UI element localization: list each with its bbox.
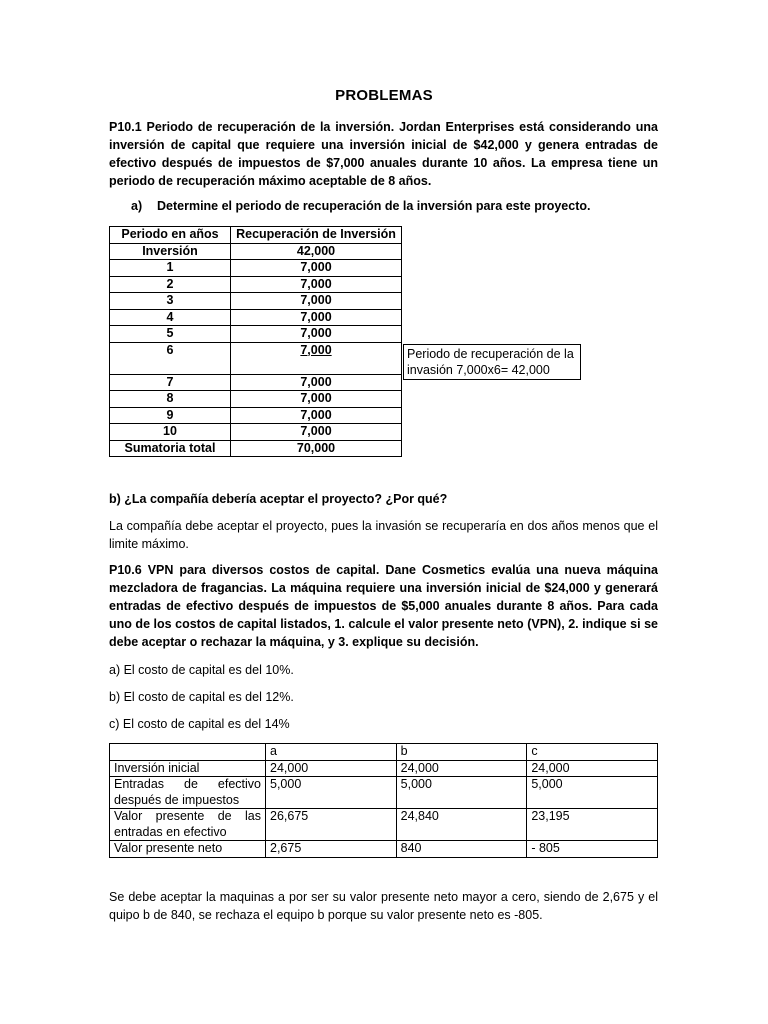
page-title: PROBLEMAS [335, 87, 433, 104]
table-cell: 5,000 [266, 777, 397, 809]
question-b-text: b) ¿La compañía debería aceptar el proyecto? ¿Por qué? [109, 492, 448, 506]
table-row [110, 809, 658, 841]
table-cell: 5,000 [396, 777, 527, 809]
table-cell: 26,675 [266, 809, 397, 841]
table-cell: 7,000 [231, 326, 402, 343]
table-cell: 7,000 [231, 407, 402, 424]
table-cell: 1 [110, 260, 231, 277]
problem-p10-1 [109, 118, 658, 190]
table-cell: Inversión [110, 243, 231, 260]
table-header-cell [110, 744, 266, 761]
conclusion: Se debe aceptar la maquinas a por ser su valor presente neto mayor a cero, siendo de 2,675 y el quipo b de 840, se rechaza el equipo b porque su valor presente neto es -805. [109, 890, 658, 922]
table-cell: 24,000 [396, 760, 527, 777]
table-cell: 24,840 [396, 809, 527, 841]
table-row [110, 440, 402, 457]
table-cell: 7,000 [231, 424, 402, 441]
table-cell: Valor presente neto [110, 841, 266, 858]
case-b: b) El costo de capital es del 12%. [109, 690, 294, 704]
table-cell: 70,000 [231, 440, 402, 457]
table-cell: Inversión inicial [110, 760, 266, 777]
problem-p10-1-text: P10.1 Periodo de recuperación de la inversión. Jordan Enterprises está considerando una inversión de capital que requiere una inversión inicial de $42,000 y genera entradas de efectivo después de impuestos de $7,000 anuales durante 10 años. La empresa tiene un periodo de recuperación máximo aceptable de 8 años. [109, 120, 658, 188]
payback-note: Periodo de recuperación de la invasión 7,000x6= 42,000 [403, 344, 581, 380]
table-row [110, 342, 402, 374]
table-cell [110, 809, 266, 841]
table-row [110, 276, 402, 293]
table-cell: 7,000 [231, 374, 402, 391]
table-cell: 3 [110, 293, 231, 310]
payback-table [109, 226, 402, 457]
table-row [110, 243, 402, 260]
table-cell: 24,000 [266, 760, 397, 777]
table-row [110, 760, 658, 777]
table-header-cell: c [527, 744, 658, 761]
table-cell: 2,675 [266, 841, 397, 858]
table-row [110, 777, 658, 809]
table-row [110, 374, 402, 391]
table-cell: 24,000 [527, 760, 658, 777]
table-cell: 42,000 [231, 243, 402, 260]
question-a-text: Determine el periodo de recuperación de la inversión para este proyecto. [157, 199, 591, 213]
row-label-line-1: Valor presente de las [114, 809, 261, 823]
question-a-letter: a) [131, 199, 143, 213]
problem-p10-6-text: P10.6 VPN para diversos costos de capital. Dane Cosmetics evalúa una nueva máquina mezcladora de fragancias. La máquina requiere una inversión inicial de $24,000 y generará entradas de efectivo después de impuestos de $5,000 anuales durante 8 años. Para cada uno de los costos de capital listados, 1. calcule el valor presente neto (VPN), 2. indique si se debe aceptar o rechazar la máquina, y 3. explique su decisión. [109, 563, 658, 649]
table-row [110, 391, 402, 408]
payback-header-period: Periodo en años [110, 227, 231, 244]
table-cell: 7,000 [231, 309, 402, 326]
table-cell: 7,000 [231, 260, 402, 277]
table-cell [110, 777, 266, 809]
npv-table [109, 743, 658, 858]
table-cell: 10 [110, 424, 231, 441]
table-cell: 9 [110, 407, 231, 424]
payback-header-recovery: Recuperación de Inversión [231, 227, 402, 244]
table-cell [231, 342, 402, 374]
table-cell: 7,000 [231, 293, 402, 310]
table-cell: 6 [110, 342, 231, 374]
problem-p10-6 [109, 561, 658, 651]
table-cell: 840 [396, 841, 527, 858]
table-row [110, 293, 402, 310]
table-row [110, 841, 658, 858]
table-cell: Sumatoria total [110, 440, 231, 457]
table-row [110, 407, 402, 424]
table-cell: 4 [110, 309, 231, 326]
row-label-line-1: Entradas de efectivo [114, 777, 261, 791]
case-a: a) El costo de capital es del 10%. [109, 663, 294, 677]
table-cell: 7,000 [231, 276, 402, 293]
table-cell: 2 [110, 276, 231, 293]
question-a [131, 199, 590, 213]
case-c: c) El costo de capital es del 14% [109, 717, 290, 731]
question-b [109, 490, 447, 508]
row-label-line-2: entradas en efectivo [114, 824, 227, 839]
table-row [110, 424, 402, 441]
table-header-cell: a [266, 744, 397, 761]
table-cell: 7 [110, 374, 231, 391]
table-header-cell: b [396, 744, 527, 761]
table-cell: 7,000 [231, 391, 402, 408]
table-cell: 8 [110, 391, 231, 408]
underlined-value: 7,000 [300, 342, 332, 357]
table-cell: 23,195 [527, 809, 658, 841]
row-label-line-2: después de impuestos [114, 792, 240, 807]
table-row [110, 260, 402, 277]
table-cell: 5,000 [527, 777, 658, 809]
table-header-row [110, 744, 658, 761]
answer-b: La compañía debe aceptar el proyecto, pues la invasión se recuperaría en dos años menos que el limite máximo. [109, 519, 658, 551]
table-cell: - 805 [527, 841, 658, 858]
table-row [110, 326, 402, 343]
table-cell: 5 [110, 326, 231, 343]
table-row [110, 309, 402, 326]
